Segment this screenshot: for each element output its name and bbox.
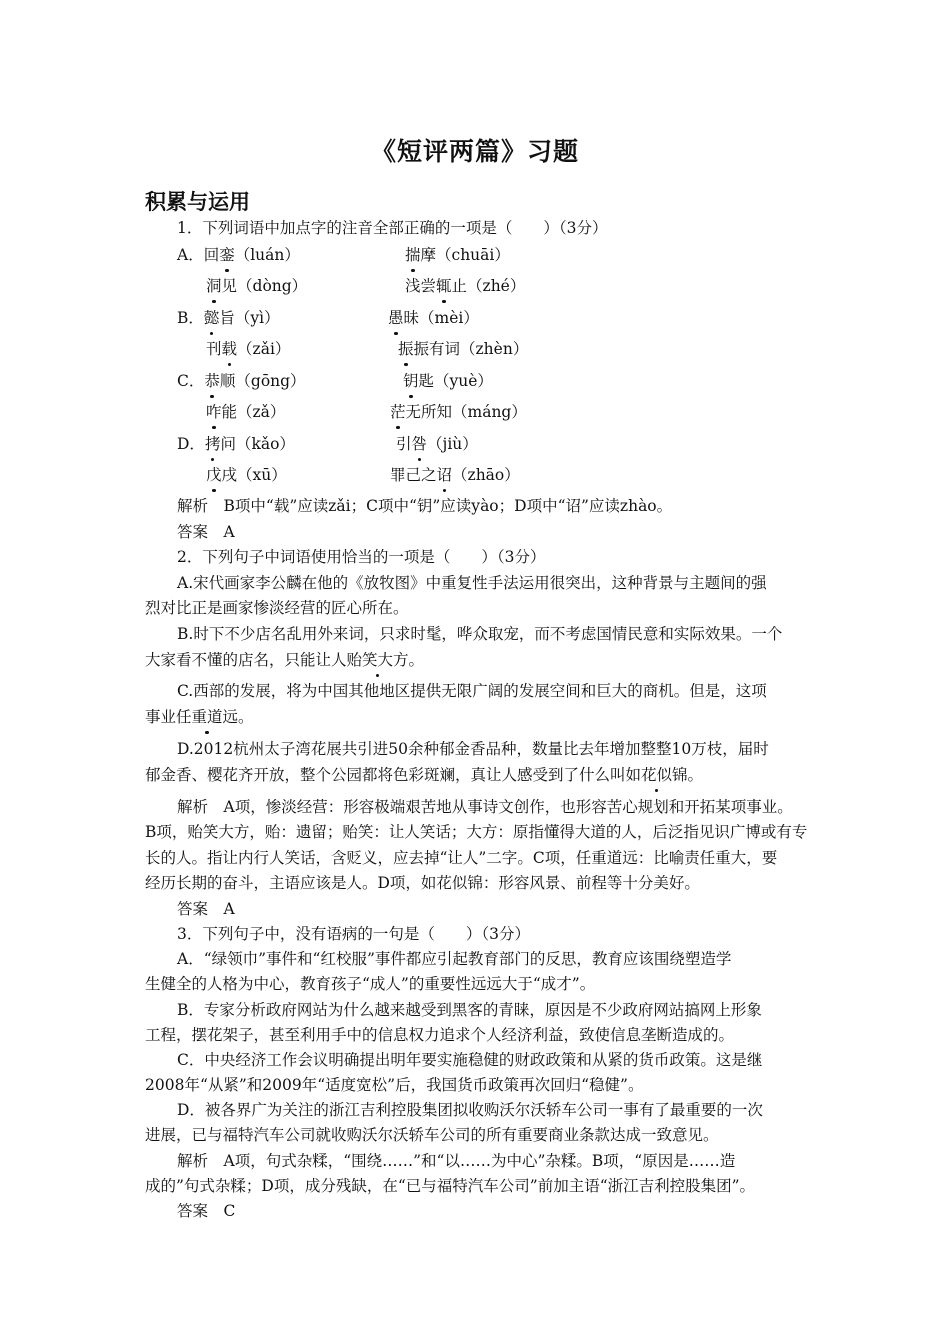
q1-option-a-2: 揣摩（chuāi） (405, 246, 510, 264)
q3-option-c-line2: 2008年“从紧”和2009年“适度宽松”后，我国货币政策再次回归“稳健”。 (145, 1076, 644, 1094)
q2-answer: 答案 A (177, 900, 235, 918)
q3-analysis-line2: 成的”句式杂糅；D项，成分残缺，在“已与福特汽车公司”前加主语“浙江吉利控股集团”。 (145, 1177, 756, 1195)
q1-option-d-3: 戊戌（xū） (206, 466, 287, 484)
q1-option-a-3: 洞见（dòng） (206, 277, 308, 295)
q2-option-c-line1: C.西部的发展，将为中国其他地区提供无限广阔的发展空间和巨大的商机。但是，这项 (177, 682, 767, 700)
section-heading: 积累与运用 (145, 190, 250, 214)
q2-analysis-line3: 长的人。指让内行人笑话，含贬义，应去掉“让人”二字。C项，任重道远：比喻责任重大，要 (145, 849, 778, 867)
q1-option-d-1: D．拷问（kǎo） (177, 435, 295, 453)
q3-option-c-line1: C．中央经济工作会议明确提出明年要实施稳健的财政政策和从紧的货币政策。这是继 (177, 1051, 763, 1069)
q1-answer: 答案 A (177, 523, 235, 541)
q2-option-b-line1: B.时下不少店名乱用外来词，只求时髦，哗众取宠，而不考虑国情民意和实际效果。一个 (177, 625, 783, 643)
q1-stem: 1．下列词语中加点字的注音全部正确的一项是（ ）（3分） (177, 219, 608, 237)
q1-analysis: 解析 B项中“载”应读zǎi；C项中“钥”应读yào；D项中“诏”应读zhào。 (177, 497, 673, 515)
q3-option-a-line2: 生健全的人格为中心，教育孩子“成人”的重要性远远大于“成才”。 (145, 975, 596, 993)
q2-analysis-line4: 经历长期的奋斗，主语应该是人。D项，如花似锦：形容风景、前程等十分美好。 (145, 874, 700, 892)
q2-option-b-line2: 大家看不懂的店名，只能让人贻笑大方。 (145, 651, 425, 669)
q1-option-c-2: 钥匙（yuè） (403, 372, 493, 390)
q1-option-c-3: 咋能（zǎ） (206, 403, 286, 421)
q1-option-b-3: 刊载（zǎi） (206, 340, 291, 358)
q1-option-b-1: B．懿旨（yì） (177, 309, 280, 327)
q3-option-d-line2: 进展，已与福特汽车公司就收购沃尔沃轿车公司的所有重要商业条款达成一致意见。 (145, 1126, 719, 1144)
q1-option-b-2: 愚昧（mèi） (388, 309, 479, 327)
q3-option-b-line1: B．专家分析政府网站为什么越来越受到黑客的青睐，原因是不少政府网站搞网上形象 (177, 1001, 762, 1019)
q3-stem: 3．下列句子中，没有语病的一句是（ ）（3分） (177, 925, 530, 943)
q3-option-b-line2: 工程，摆花架子，甚至利用手中的信息权力追求个人经济利益，致使信息垄断造成的。 (145, 1026, 735, 1044)
q2-option-c-line2: 事业任重道远。 (145, 708, 254, 726)
q1-option-c-1: C．恭顺（gōng） (177, 372, 306, 390)
q1-option-c-4: 茫无所知（máng） (390, 403, 527, 421)
q2-option-a-line1: A.宋代画家李公麟在他的《放牧图》中重复性手法运用很突出，这种背景与主题间的强 (177, 574, 767, 592)
q2-analysis-line1: 解析 A项，惨淡经营：形容极端艰苦地从事诗文创作，也形容苦心规划和开拓某项事业。 (177, 798, 793, 816)
q2-analysis-line2: B项，贻笑大方，贻：遗留；贻笑：让人笑话；大方：原指懂得大道的人，后泛指见识广博或有专 (145, 823, 808, 841)
page-title: 《短评两篇》习题 (370, 137, 579, 166)
q1-option-d-4: 罪己之诏（zhāo） (390, 466, 520, 484)
q3-option-d-line1: D．被各界广为关注的浙江吉利控股集团拟收购沃尔沃轿车公司一事有了最重要的一次 (177, 1101, 763, 1119)
q1-option-d-2: 引咎（jiù） (396, 435, 478, 453)
q2-option-d-line1: D.2012杭州太子湾花展共引进50余种郁金香品种，数量比去年增加整整10万枝，届时 (177, 740, 769, 758)
q3-option-a-line1: A．“绿领巾”事件和“红校服”事件都应引起教育部门的反思，教育应该围绕塑造学 (177, 950, 732, 968)
q2-option-d-line2: 郁金香、樱花齐开放，整个公园都将色彩斑斓，真让人感受到了什么叫如花似锦。 (145, 766, 704, 784)
q3-answer: 答案 C (177, 1202, 236, 1220)
q1-option-a-1: A．回銮（luán） (177, 246, 300, 264)
q1-option-b-4: 振振有词（zhèn） (398, 340, 529, 358)
q1-option-a-4: 浅尝辄止（zhé） (405, 277, 526, 295)
q2-stem: 2．下列句子中词语使用恰当的一项是（ ）（3分） (177, 548, 546, 566)
q3-analysis-line1: 解析 A项，句式杂糅，“围绕……”和“以……为中心”杂糅。B项，“原因是……造 (177, 1152, 736, 1170)
q2-option-a-line2: 烈对比正是画家惨淡经营的匠心所在。 (145, 599, 409, 617)
